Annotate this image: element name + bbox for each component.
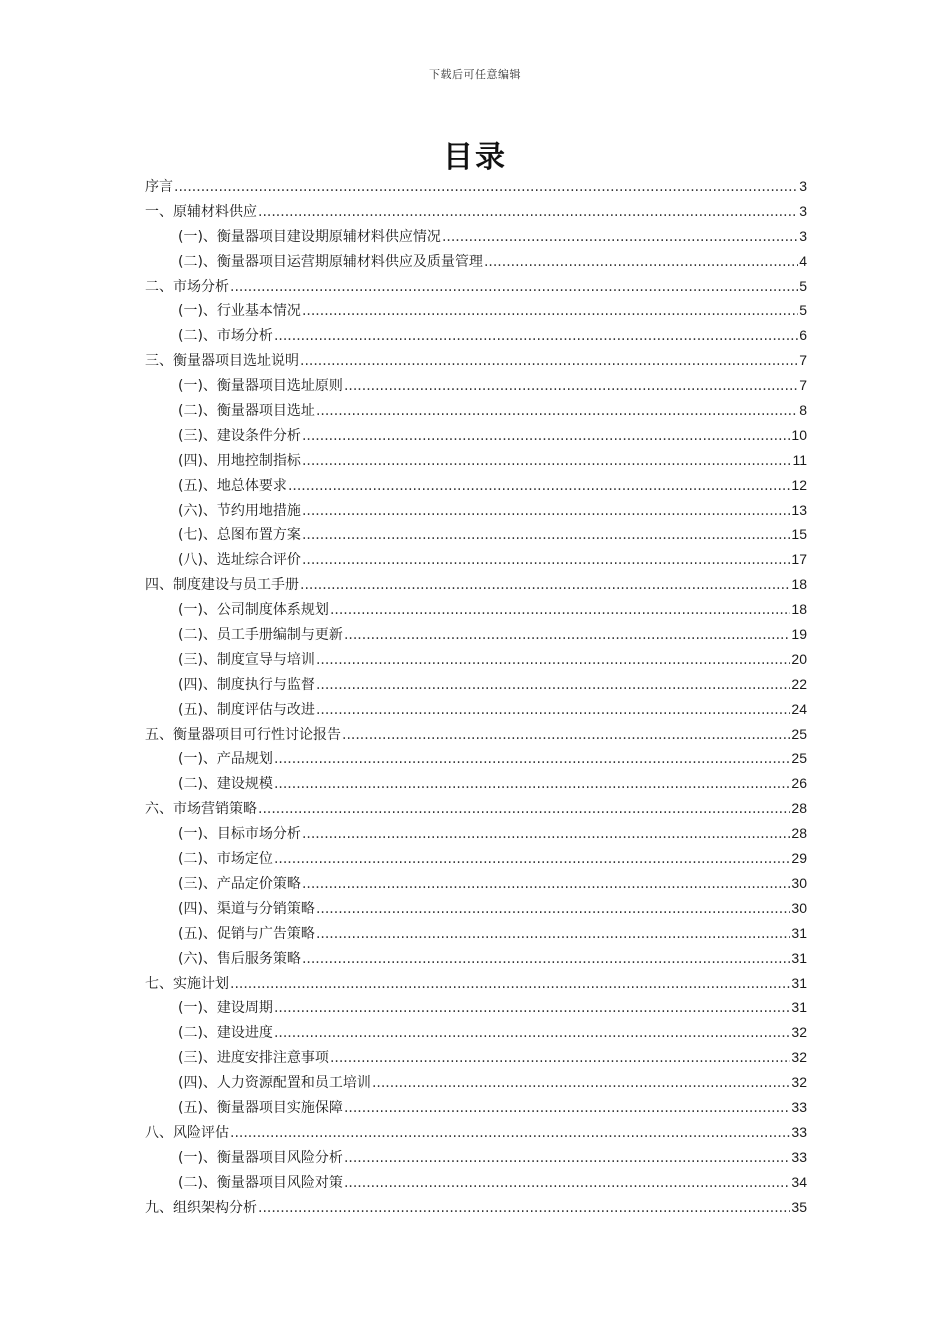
- toc-page-number: 26: [791, 775, 807, 792]
- toc-chapter-entry[interactable]: [145, 1197, 807, 1222]
- toc-section-entry[interactable]: [145, 699, 807, 724]
- toc-section-entry[interactable]: [145, 997, 807, 1022]
- toc-page-number: 11: [792, 451, 807, 468]
- toc-page-number: 4: [799, 252, 807, 269]
- toc-dot-leader: [300, 351, 798, 371]
- header-note: 下载后可任意编辑: [429, 68, 521, 81]
- toc-section-entry[interactable]: [145, 450, 807, 475]
- toc-entry-title: (三)、制度宣导与培训: [178, 651, 315, 668]
- toc-section-entry[interactable]: [145, 923, 807, 948]
- toc-page-number: 33: [791, 1123, 807, 1140]
- toc-chapter-entry[interactable]: [145, 724, 807, 749]
- toc-entry-title: 七、实施计划: [145, 975, 229, 992]
- toc-entry-title: (二)、市场分析: [178, 328, 273, 345]
- toc-dot-leader: [288, 476, 790, 496]
- toc-entry-title: (五)、促销与广告策略: [178, 925, 315, 942]
- toc-page-number: 22: [791, 675, 807, 692]
- toc-entry-title: (二)、衡量器项目选址: [178, 403, 315, 420]
- toc-dot-leader: [302, 824, 790, 844]
- toc-page-number: 31: [791, 949, 807, 966]
- toc-dot-leader: [484, 252, 798, 272]
- toc-page-number: 25: [791, 725, 807, 742]
- toc-page-number: 7: [799, 377, 807, 394]
- toc-section-entry[interactable]: [145, 1097, 807, 1122]
- toc-section-entry[interactable]: [145, 599, 807, 624]
- toc-entry-title: (六)、节约用地措施: [178, 502, 301, 519]
- toc-page-number: 31: [791, 924, 807, 941]
- toc-page-number: 12: [791, 476, 807, 493]
- toc-dot-leader: [330, 600, 790, 620]
- toc-page-number: 34: [791, 1173, 807, 1190]
- toc-entry-title: (四)、人力资源配置和员工培训: [178, 1075, 371, 1092]
- toc-dot-leader: [330, 1048, 790, 1068]
- toc-entry-title: (二)、衡量器项目风险对策: [178, 1174, 343, 1191]
- toc-dot-leader: [316, 924, 790, 944]
- toc-page-number: 25: [791, 750, 807, 767]
- toc-entry-title: 九、组织架构分析: [145, 1199, 257, 1216]
- toc-section-entry[interactable]: [145, 898, 807, 923]
- toc-entry-title: (三)、建设条件分析: [178, 427, 301, 444]
- toc-page-number: 5: [799, 302, 807, 319]
- toc-page-number: 3: [799, 202, 807, 219]
- toc-entry-title: (一)、公司制度体系规划: [178, 602, 329, 619]
- toc-entry-title: (五)、地总体要求: [178, 477, 287, 494]
- toc-chapter-entry[interactable]: [145, 574, 807, 599]
- toc-dot-leader: [342, 725, 790, 745]
- toc-page-number: 24: [791, 700, 807, 717]
- toc-page-number: 18: [791, 576, 807, 593]
- toc-page-number: 10: [791, 426, 807, 443]
- toc-section-entry[interactable]: [145, 948, 807, 973]
- toc-dot-leader: [258, 799, 790, 819]
- toc-page-number: 30: [791, 874, 807, 891]
- toc-page-number: 5: [799, 277, 807, 294]
- toc-section-entry[interactable]: [145, 748, 807, 773]
- toc-entry-title: 一、原辅材料供应: [145, 203, 257, 220]
- toc-entry-title: (五)、衡量器项目实施保障: [178, 1099, 343, 1116]
- toc-entry-title: 八、风险评估: [145, 1124, 229, 1141]
- toc-section-entry[interactable]: [145, 226, 807, 251]
- toc-dot-leader: [302, 501, 790, 521]
- toc-dot-leader: [230, 277, 798, 297]
- toc-entry-title: (五)、制度评估与改进: [178, 701, 315, 718]
- toc-section-entry[interactable]: [145, 674, 807, 699]
- toc-page-number: 15: [791, 526, 807, 543]
- toc-section-entry[interactable]: [145, 873, 807, 898]
- toc-entry-title: (一)、目标市场分析: [178, 826, 301, 843]
- toc-dot-leader: [316, 401, 798, 421]
- toc-section-entry[interactable]: [145, 425, 807, 450]
- toc-section-entry[interactable]: [145, 300, 807, 325]
- toc-dot-leader: [344, 1148, 790, 1168]
- toc-entry-title: 六、市场营销策略: [145, 801, 257, 818]
- toc-chapter-entry[interactable]: [145, 350, 807, 375]
- toc-section-entry[interactable]: [145, 773, 807, 798]
- toc-chapter-entry[interactable]: [145, 276, 807, 301]
- toc-entry-title: (七)、总图布置方案: [178, 527, 301, 544]
- toc-entry-title: (一)、衡量器项目风险分析: [178, 1149, 343, 1166]
- toc-page-number: 32: [791, 1024, 807, 1041]
- toc-entry-title: (二)、建设进度: [178, 1025, 273, 1042]
- toc-dot-leader: [344, 376, 798, 396]
- toc-chapter-entry[interactable]: [145, 1122, 807, 1147]
- toc-page-number: 28: [791, 800, 807, 817]
- toc-entry-title: (二)、衡量器项目运营期原辅材料供应及质量管理: [178, 253, 483, 270]
- toc-entry-title: 五、衡量器项目可行性讨论报告: [145, 726, 341, 743]
- toc-dot-leader: [344, 1098, 790, 1118]
- toc-dot-leader: [302, 301, 798, 321]
- table-of-contents: [145, 176, 807, 1221]
- toc-page-number: 13: [791, 501, 807, 518]
- toc-dot-leader: [316, 675, 790, 695]
- toc-section-entry[interactable]: [145, 549, 807, 574]
- toc-page-number: 32: [791, 1049, 807, 1066]
- toc-page-number: 20: [791, 650, 807, 667]
- toc-entry-title: (一)、行业基本情况: [178, 303, 301, 320]
- toc-dot-leader: [302, 451, 792, 471]
- toc-dot-leader: [230, 1123, 790, 1143]
- toc-section-entry[interactable]: [145, 1072, 807, 1097]
- toc-page-number: 8: [799, 402, 807, 419]
- toc-dot-leader: [442, 227, 798, 247]
- toc-page-number: 7: [799, 352, 807, 369]
- toc-dot-leader: [302, 874, 790, 894]
- toc-dot-leader: [274, 326, 798, 346]
- page-title: 目录: [443, 140, 507, 175]
- toc-dot-leader: [316, 899, 790, 919]
- toc-section-entry[interactable]: [145, 325, 807, 350]
- toc-dot-leader: [274, 749, 790, 769]
- toc-page-number: 18: [791, 601, 807, 618]
- toc-section-entry[interactable]: [145, 1147, 807, 1172]
- toc-entry-title: (三)、进度安排注意事项: [178, 1050, 329, 1067]
- toc-entry-title: (一)、产品规划: [178, 751, 273, 768]
- toc-section-entry[interactable]: [145, 1047, 807, 1072]
- toc-page-number: 32: [791, 1074, 807, 1091]
- toc-entry-title: (一)、衡量器项目选址原则: [178, 378, 343, 395]
- toc-section-entry[interactable]: [145, 251, 807, 276]
- toc-page-number: 33: [791, 1148, 807, 1165]
- toc-dot-leader: [258, 1198, 790, 1218]
- toc-entry-title: (六)、售后服务策略: [178, 950, 301, 967]
- toc-dot-leader: [230, 974, 790, 994]
- toc-section-entry[interactable]: [145, 500, 807, 525]
- toc-page-number: 3: [799, 227, 807, 244]
- toc-dot-leader: [302, 949, 790, 969]
- toc-page-number: 29: [791, 850, 807, 867]
- toc-entry-title: 二、市场分析: [145, 278, 229, 295]
- toc-entry-title: (一)、衡量器项目建设期原辅材料供应情况: [178, 228, 441, 245]
- toc-entry-title: (四)、制度执行与监督: [178, 676, 315, 693]
- toc-dot-leader: [302, 525, 790, 545]
- toc-entry-title: 三、衡量器项目选址说明: [145, 353, 299, 370]
- toc-page-number: 19: [791, 626, 807, 643]
- toc-dot-leader: [300, 575, 790, 595]
- toc-dot-leader: [302, 426, 790, 446]
- toc-dot-leader: [372, 1073, 790, 1093]
- toc-section-entry[interactable]: [145, 1172, 807, 1197]
- toc-page-number: 28: [791, 825, 807, 842]
- toc-entry-title: 四、制度建设与员工手册: [145, 577, 299, 594]
- toc-dot-leader: [174, 177, 798, 197]
- toc-chapter-entry[interactable]: [145, 973, 807, 998]
- toc-section-entry[interactable]: [145, 1022, 807, 1047]
- toc-chapter-entry[interactable]: [145, 798, 807, 823]
- toc-section-entry[interactable]: [145, 475, 807, 500]
- toc-page-number: 31: [791, 974, 807, 991]
- toc-page-number: 33: [791, 1098, 807, 1115]
- toc-dot-leader: [258, 202, 798, 222]
- toc-entry-title: (一)、建设周期: [178, 1000, 273, 1017]
- toc-entry-title: 序言: [145, 179, 173, 195]
- toc-section-entry[interactable]: [145, 375, 807, 400]
- toc-entry-title: (二)、市场定位: [178, 851, 273, 868]
- toc-dot-leader: [316, 700, 790, 720]
- toc-section-entry[interactable]: [145, 524, 807, 549]
- toc-section-entry[interactable]: [145, 400, 807, 425]
- toc-entry-title: (八)、选址综合评价: [178, 552, 301, 569]
- toc-dot-leader: [316, 650, 790, 670]
- toc-dot-leader: [274, 774, 790, 794]
- toc-page-number: 6: [799, 327, 807, 344]
- toc-section-entry[interactable]: [145, 624, 807, 649]
- toc-dot-leader: [344, 1173, 790, 1193]
- toc-chapter-entry[interactable]: [145, 201, 807, 226]
- toc-dot-leader: [274, 1023, 790, 1043]
- toc-page-number: 17: [791, 551, 807, 568]
- toc-entry-title: (三)、产品定价策略: [178, 875, 301, 892]
- toc-section-entry[interactable]: [145, 649, 807, 674]
- toc-page-number: 30: [791, 899, 807, 916]
- toc-entry-title: (四)、用地控制指标: [178, 452, 301, 469]
- toc-section-entry[interactable]: [145, 848, 807, 873]
- toc-entry-title: (二)、建设规模: [178, 776, 273, 793]
- toc-dot-leader: [274, 998, 790, 1018]
- toc-entry-title: (四)、渠道与分销策略: [178, 900, 315, 917]
- toc-page-number: 31: [791, 999, 807, 1016]
- toc-chapter-entry[interactable]: [145, 176, 807, 201]
- toc-section-entry[interactable]: [145, 823, 807, 848]
- toc-page-number: 35: [791, 1198, 807, 1215]
- toc-dot-leader: [302, 550, 790, 570]
- toc-dot-leader: [344, 625, 790, 645]
- toc-page-number: 3: [799, 178, 807, 194]
- toc-dot-leader: [274, 849, 790, 869]
- toc-entry-title: (二)、员工手册编制与更新: [178, 627, 343, 644]
